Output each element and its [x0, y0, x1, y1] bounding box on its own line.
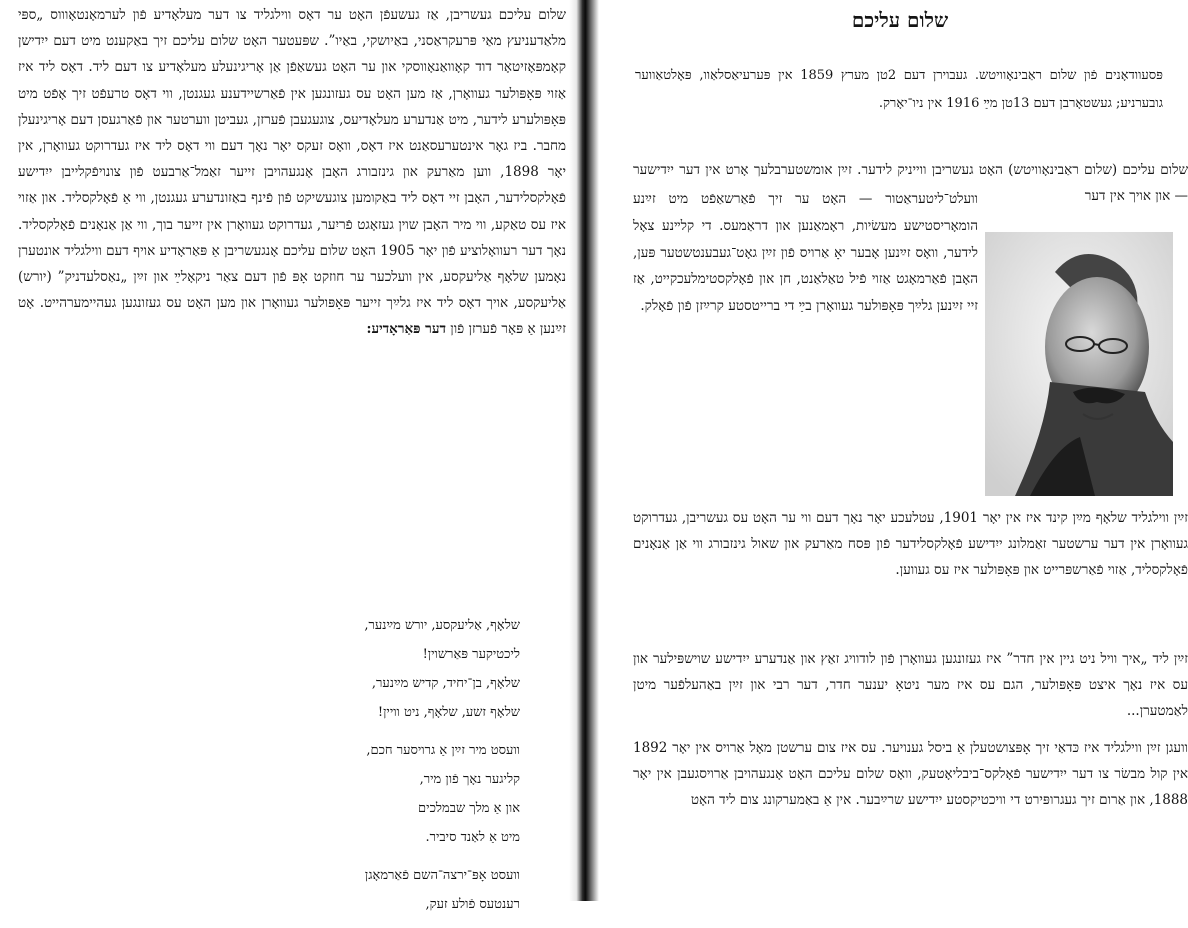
cheder-song-paragraph: זײַן ליד „איך וויל ניט גיין אין חדר” איז געזונגען געוואָרן פֿון לודוויג זאַץ און אַנדערע ייִדישע שוישפּילער און עס איז נאָך איצט פּאָפּולער, הגם עס איז מער ניטאָ יענער חדר, דער רבי און זײַן באַהעלפֿער מיטן לאַמטערן... — [633, 651, 1188, 720]
poem — [60, 611, 520, 928]
portrait-photo — [985, 232, 1173, 496]
poem-stanza — [60, 611, 520, 727]
right-page — [615, 0, 1188, 901]
poem-line: וועסט מיר זײַן אַ גרויסער חכם, — [366, 743, 520, 758]
poem-line: שלאָף זשע, שלאָף, ניט וויין! — [377, 705, 520, 720]
lullaby-paragraph: זײַן ווילגליד שלאָף מײַן קינד איז אין יאָר 1901, עטלעכע יאָר נאָך דעם ווי ער האָט עס געשריבן, געדרוקט געוואָרן אין דער ערשטער זאַמלונג ייִדישע פֿאָלקסלידער פֿון פּסח מאַרעק און שאול גינזבורג ווי אַן אַנאָנים פֿאָלקסליד, אַזוי פֿאַרשפּרייט און פּאָפּולער איז עס געווען. — [633, 510, 1188, 579]
poem-lead-in: דער פּאַראָדיע: — [366, 321, 446, 338]
page-title: שלום עליכם — [851, 8, 949, 32]
lullaby-history-paragraph: וועגן זײַן ווילגליד איז כּדאַי זיך אָפּצושטעלן אַ ביסל גענויער. עס איז צום ערשטן מאָל אַרויס אין יאָר 1892 אין קול מבשׂר צו דער ייִדישער פֿאָלקס־ביבליאָטעק, וואָס שלום עליכם האָט אָנגעהויבן אַרויסגעבן אין יאָר 1888, און אַרום זיך געגרופּירט די וויכטיקסטע ייִדישע שרײַבער. אין אַ באַמערקונג צום ליד האָט — [633, 740, 1188, 809]
left-body-text: שלום עליכם געשריבן, אַז געשעפֿן האָט ער דאָס ווילגליד צו דער מעלאָדיע פֿון לערמאָנטאָוווס „ספּי מלאַדעניעץ מאַי פּרעקראַסני, באַיושקי, באַיו”. שפּעטער האָט שלום עליכם זיך באַקענט מיט דעם ייִדישן קאָמפּאָזיטאָר דוד קאָוואַנאָווסקי און ער האָט געשאַפֿן אַן אָריגינעלע מעלאָדיע צו דעם ליד. דאָס ליד איז אַזוי פּאָפּולער געוואָרן, אַז מען האָט עס געזונגען אין פֿאַרשיידענע געגנטן, ווי דאָס טרעפֿט זיך אָפֿט מיט פּאָפּולערע לידער, מיט אַנדערע מעלאָדיעס, צוגעגעבן פֿערזן, געביטן ווערטער און פֿאַרגעסן דעם אָריגינעלן מחבר. ביז גאָר אינטערעסאַנט איז דאָס, וואָס זעקס יאָר נאָך דעם ווי דאָס ליד איז געדרוקט געוואָרן, אין יאָר 1898, ווען מאַרעק און גינזבורג האָבן אָנגעהויבן זייער זאַמל־אַרבעט פֿון צונויפֿקלייבן ייִדישע פֿאָלקסלידער, האָבן זיי דאָס ליד באַקומען צוגעשיקט פֿון פֿינף באַזונדערע געגנטן, ווי אַ פֿאָלקסליד. און אַזוי איז עס טאַקע, ווי מיר האָבן שוין געזאָגט פֿריִער, געדרוקט געוואָרן אין זייער בוך, ווי אַן אַנאָנים פֿאָלקסליד. נאָך דער רעוואָלוציע פֿון יאָר 1905 האָט שלום עליכם אָנגעשריבן אַ פּאַראָדיע אויף דעם ווילגליד אונטערן נאָמען שלאָף אַליעקסע, אין וועלכער ער חוזקט אָפּ פֿון דעם צאַר ניקאָלײַ און זײַן „נאַסלעדניק” (יורש) אַליעקסע, אויך דאָס ליד איז גלײַך זייער פּאָפּולער געוואָרן און מען האָט עס געזונגען געהיימערהייט. אָט זײַנען אַ פּאָר פֿערזן פֿון דער פּאַראָדיע: — [18, 7, 567, 338]
poem-line: קליגער נאָך פֿון מיר, — [419, 772, 520, 787]
poem-stanza — [60, 861, 520, 919]
poem-line: רענטעס פֿולע זעק, — [425, 897, 520, 912]
left-page — [0, 0, 600, 912]
book-spine-gutter — [569, 0, 599, 901]
poem-line: שלאָף, בן־יחיד, קדיש מײַנער, — [371, 676, 520, 691]
wrapped-paragraph: וועלט־ליטעראַטור — האָט ער זיך פֿאַרשאַפֿט מיט זײַנע הומאָריסטישע מעשׂיות, ראָמאַנען און דראַמעס. די קלײנע צאָל לידער, וואָס זײַנען אָבער יאָ אַרויס פֿון זײַן גאָט־געבענטשטער פּען, האָבן פֿאַרמאָגט אַזוי פֿיל טאַלאַנט, חן און פֿאָלקסטימלעכקייט, אַז זיי זײַנען גלײַך פּאָפּולער געוואָרן בײַ די ברייטסטע קרײַזן פֿון פֿאָלק. — [633, 191, 978, 315]
poem-line: וועסט אָפּ־ירצה־השם פֿאַרמאָגן — [364, 868, 520, 883]
author-bio: פּסעוודאָנים פֿון שלום ראַבינאָוויטש. געבוירן דעם 2טן מערץ 1859 אין פּערעיאַסלאַוו, פּאָלטאַווער גובערניע; געשטאָרבן דעם 13טן מײַ 1916 אין ניו־יאָרק. — [635, 68, 1163, 111]
author-portrait — [985, 232, 1173, 496]
intro-paragraph: שלום עליכם (שלום ראַבינאָוויטש) האָט געשריבן ווייניק לידער. זײַן אומשטערבלעך אָרט אין דער ייִדישער — און אויך אין דער — [633, 162, 1188, 205]
poem-line: שלאָף, אַליעקסע, יורש מײַנער, — [364, 618, 520, 633]
poem-line: ליכטיקער פּאַרשוין! — [422, 647, 520, 662]
poem-stanza — [60, 736, 520, 852]
poem-line: מיט אַ לאַנד סיביר. — [425, 830, 520, 845]
poem-line: און אַ מלך שבמלכים — [418, 801, 520, 816]
